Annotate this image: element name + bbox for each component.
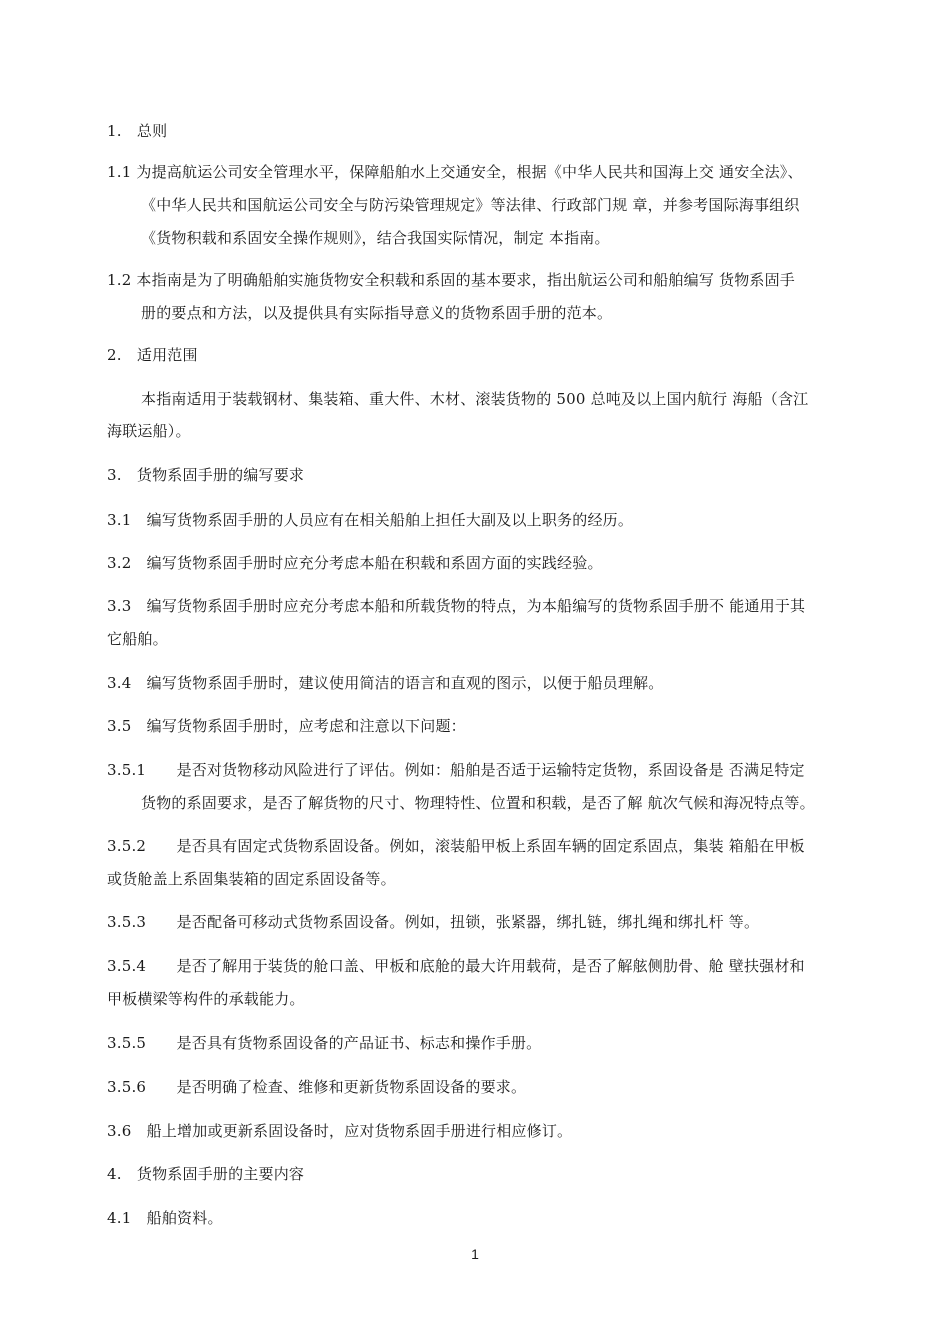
paragraph-3-1: 3.1 编写货物系固手册的人员应有在相关船舶上担任大副及以上职务的经历。 [107,511,634,529]
section-heading-1: 1. 总则 [107,122,168,140]
paragraph-1-1-line-1: 1.1 为提高航运公司安全管理水平，保障船舶水上交通安全，根据《中华人民共和国海上交 通安全法》、 [107,163,803,181]
paragraph-3-5-2-line-1: 3.5.2 是否具有固定式货物系固设备。例如，滚装船甲板上系固车辆的固定系固点，集装 箱船在甲板 [107,837,805,855]
paragraph-3-4: 3.4 编写货物系固手册时，建议使用简洁的语言和直观的图示，以便于船员理解。 [107,674,664,692]
paragraph-3-5-4-line-2: 甲板横梁等构件的承载能力。 [107,990,305,1008]
section-heading-3: 3. 货物系固手册的编写要求 [107,466,305,484]
paragraph-3-3-line-1: 3.3 编写货物系固手册时应充分考虑本船和所载货物的特点，为本船编写的货物系固手册不 能通用于其 [107,597,806,615]
paragraph-3-5-6: 3.5.6 是否明确了检查、维修和更新货物系固设备的要求。 [107,1078,527,1096]
paragraph-3-5-3: 3.5.3 是否配备可移动式货物系固设备。例如，扭锁，张紧器，绑扎链，绑扎绳和绑扎杆 等。 [107,913,760,931]
section-heading-2: 2. 适用范围 [107,346,198,364]
page-number: 1 [471,1246,479,1262]
paragraph-4-1: 4.1 船舶资料。 [107,1209,223,1227]
paragraph-1-1-line-3: 《货物积载和系固安全操作规则》，结合我国实际情况，制定 本指南。 [141,229,610,247]
paragraph-3-5-1-line-2: 货物的系固要求，是否了解货物的尺寸、物理特性、位置和积载，是否了解 航次气候和海况特点等。 [141,794,815,812]
paragraph-1-2-line-1: 1.2 本指南是为了明确船舶实施货物安全积载和系固的基本要求，指出航运公司和船舶编写 货物系固手 [107,271,795,289]
paragraph-3-5-1-line-1: 3.5.1 是否对货物移动风险进行了评估。例如：船舶是否适于运输特定货物，系固设备是 否满足特定 [107,761,805,779]
paragraph-3-6: 3.6 船上增加或更新系固设备时，应对货物系固手册进行相应修订。 [107,1122,573,1140]
paragraph-3-5-5: 3.5.5 是否具有货物系固设备的产品证书、标志和操作手册。 [107,1034,542,1052]
paragraph-3-5: 3.5 编写货物系固手册时，应考虑和注意以下问题： [107,717,466,735]
paragraph-1-1-line-2: 《中华人民共和国航运公司安全与防污染管理规定》等法律、行政部门规 章，并参考国际海事组织 [141,196,800,214]
paragraph-3-5-4-line-1: 3.5.4 是否了解用于装货的舱口盖、甲板和底舱的最大许用载荷，是否了解舷侧肋骨、舱 壁扶强材和 [107,957,805,975]
paragraph-1-2-line-2: 册的要点和方法，以及提供具有实际指导意义的货物系固手册的范本。 [141,304,613,322]
paragraph-3-3-line-2: 它船舶。 [107,630,168,648]
paragraph-2-line-1: 本指南适用于装载钢材、集装箱、重大件、木材、滚装货物的 500 总吨及以上国内航行 海船（含江 [141,390,809,408]
paragraph-2-line-2: 海联运船）。 [107,422,191,440]
section-heading-4: 4. 货物系固手册的主要内容 [107,1165,305,1183]
paragraph-3-2: 3.2 编写货物系固手册时应充分考虑本船在积载和系固方面的实践经验。 [107,554,603,572]
paragraph-3-5-2-line-2: 或货舱盖上系固集装箱的固定系固设备等。 [107,870,396,888]
